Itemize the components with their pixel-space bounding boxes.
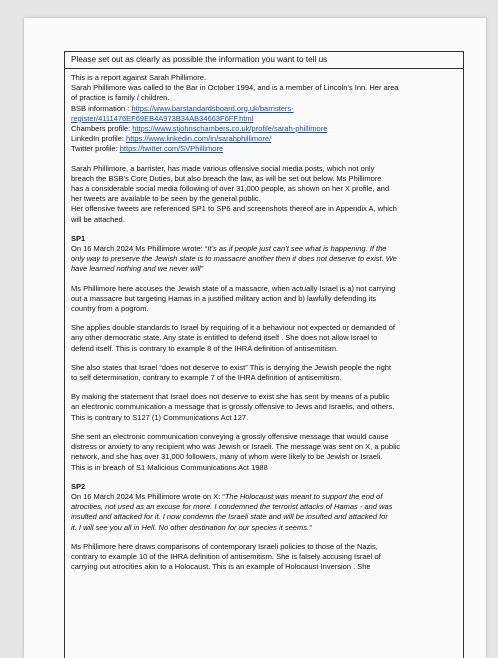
report-form-box	[64, 51, 464, 658]
sp1-para: By making the statement that Israel does not deserve to exist she has sent by means of a public	[71, 392, 390, 402]
sp2-quote-text: insulted and attacked for it. I now condemn the Israeli state and will be insulted and attacked for	[71, 512, 388, 522]
sp2-quote-text: it. I will see you all in Hell. No other destination for our species it seems.”	[71, 522, 312, 532]
sp1-para: to self determination, contrary to example 7 of the IHRA definition of antisemitism.	[71, 373, 342, 383]
linkedin-link[interactable]: https://www.linkedin.com/in/sarahphillimore/	[126, 134, 272, 144]
summary-line: Her offensive tweets are referenced SP1 to SP6 and screenshots thereof are in Appendix A, which	[71, 204, 397, 214]
bsb-info	[71, 104, 457, 114]
bsb-link-cont[interactable]: register/4111476EF69EB4A973B34AB34663F6FF.html	[71, 113, 254, 123]
sp2-quote-text: The Holocaust was meant to support the end of	[224, 491, 383, 501]
form-prompt	[65, 52, 463, 69]
twitter-profile	[71, 144, 457, 154]
sp2-quote	[71, 492, 457, 502]
twitter-link[interactable]: https://twitter.com/SVPhillimore	[119, 144, 224, 154]
sp1-para: distress or anxiety to any recipient who was Jewish or Israeli. The message was sent on X, a public	[71, 442, 401, 452]
sp2-para: Ms Phillimore here draws comparisons of contemporary Israeli policies to those of the Nazis,	[71, 541, 378, 551]
sp2-para: contrary to example 10 of the IHRA definition of antisemitism. She is falsely accusing Israel of	[71, 551, 381, 561]
sp1-para: Ms Phillimore here accuses the Jewish state of a massacre, when actually Israel is a) not carrying	[71, 283, 396, 293]
sp1-para: She applies double standards to Israel by requiring of it a behaviour not expected or demanded of	[71, 323, 395, 333]
sp1-quote-text: It’s as if people just can’t see what is happening. If the	[207, 244, 387, 254]
sp1-para: an electronic communication a message that is grossly offensive to Jews and Israelis, and others.	[71, 402, 395, 412]
sp1-para: She sent an electronic communication conveying a grossly offensive message that would cause	[71, 431, 389, 441]
form-prompt-text: Please set out as clearly as possible the information you want to tell us	[71, 55, 328, 64]
sp2-quote-intro: On 16 March 2024 Ms Phillimore wrote on X: “	[71, 491, 225, 501]
sp1-heading: SP1	[71, 233, 86, 243]
intro-line: Sarah Phillimore was called to the Bar in October 1994, and is a member of Lincoln’s Inn. Her area	[71, 83, 399, 93]
sp1-quote-text: only way to preserve the Jewish state is to massacre another then it does not deserve to exist. We	[71, 254, 397, 264]
linkedin-label: LinkedIn profile:	[71, 134, 127, 144]
sp1-para: country from a pogrom.	[71, 304, 149, 314]
sp1-para: This is in breach of S1 Malicious Communications Act 1988	[71, 462, 268, 472]
sp2-quote-text: atrocities, not used as an excuse for more. I condemned the terrorist attacks of Hamas - and was	[71, 502, 393, 512]
summary-line: breach the BSB’s Core Duties, but also breach the law, as will be set out below. Ms Phillimore	[71, 173, 382, 183]
chambers-profile	[71, 124, 457, 134]
intro-line: of practice is family / children.	[71, 93, 170, 103]
linkedin-profile	[71, 134, 457, 144]
twitter-label: Twitter profile:	[71, 144, 120, 154]
bsb-label: BSB information :	[71, 103, 132, 113]
chambers-link[interactable]: https://www.stjohnschambers.co.uk/profile/sarah-phillimore	[132, 124, 328, 134]
summary-line: her tweets are available to be seen by the general public.	[71, 194, 261, 204]
sp2-para: carrying out atrocities akin to a Holocaust. This is an example of Holocaust Inversion . She	[71, 562, 371, 572]
sp1-para: She also states that Israel “does not deserve to exist” This is denying the Jewish people the right	[71, 362, 392, 372]
sp1-para: any other democratic state. Any state is entitled to defend itself . She does not allow Israel to	[71, 333, 378, 343]
intro-line: This is a report against Sarah Phillimore.	[71, 73, 207, 82]
sp1-para: network, and she has over 31,000 followers, many of whom were likely to be Jewish or Israeli.	[71, 452, 383, 462]
sp1-quote	[71, 244, 457, 254]
summary-line: has a considerable social media following of over 31,000 people, as shown on her X profile, and	[71, 184, 390, 194]
report-body[interactable]	[65, 69, 463, 572]
sp1-para: out a massacre but targeting Hamas in a justified military action and b) lawfully defending its	[71, 293, 377, 303]
bsb-link[interactable]: https://www.barstandardsboard.org.uk/barristers-	[131, 103, 294, 113]
sp1-para: defend itself. This is contrary to example 8 of the IHRA definition of antisemitism.	[71, 343, 339, 353]
sp1-para: This is contrary to S127 (1) Communications Act 127.	[71, 412, 249, 422]
sp1-quote-text: have learned nothing and we never will”	[71, 264, 204, 274]
chambers-label: Chambers profile:	[71, 124, 133, 134]
document-page	[24, 18, 486, 658]
summary-line: Sarah Phillimore, a barrister, has made various offensive social media posts, which not only	[71, 163, 375, 173]
sp1-quote-intro: On 16 March 2024 Ms Phillimore wrote: “	[71, 244, 208, 254]
sp2-heading: SP2	[71, 481, 86, 491]
summary-line: will be attached.	[71, 214, 125, 224]
